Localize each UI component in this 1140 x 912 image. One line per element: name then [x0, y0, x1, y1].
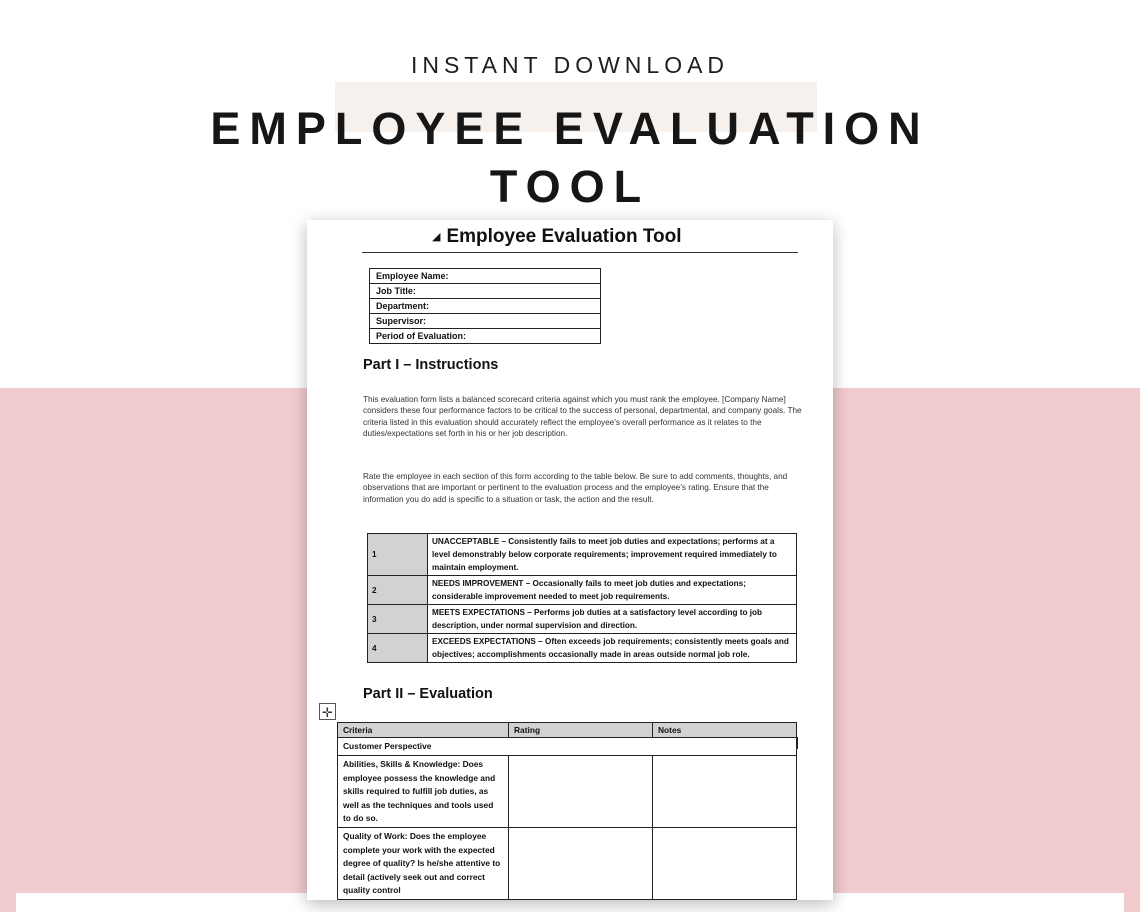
employee-info-table: [369, 268, 601, 344]
evaluation-table: [337, 722, 797, 900]
info-field-label: Job Title:: [370, 284, 601, 299]
criteria-cell: Quality of Work: Does the employee complete your work with the expected degree of quality? Is he/she attentive to detail (actively seek out and correct quality control: [338, 828, 509, 900]
table-row: [370, 269, 601, 284]
criteria-cell: Abilities, Skills & Knowledge: Does employee possess the knowledge and skills required to fulfill job duties, as well as the techniques and tools used to do so.: [338, 756, 509, 828]
notes-cell[interactable]: [653, 828, 797, 900]
rating-description: MEETS EXPECTATIONS – Performs job duties at a satisfactory level according to job description, under normal supervision and direction.: [428, 605, 797, 634]
eyebrow-label: INSTANT DOWNLOAD: [410, 52, 730, 78]
document-preview: [307, 220, 833, 900]
notes-cell[interactable]: [653, 756, 797, 828]
table-header-row: [338, 723, 797, 738]
document-title-text: Employee Evaluation Tool: [446, 226, 682, 247]
rating-description: UNACCEPTABLE – Consistently fails to meet job duties and expectations; performs at a level demonstrably below corporate requirements; improvement required immediately to maintain employment.: [428, 534, 797, 576]
table-row: [370, 314, 601, 329]
rating-description: NEEDS IMPROVEMENT – Occasionally fails to meet job duties and expectations; considerable improvement needed to meet job requirements.: [428, 576, 797, 605]
table-row: [368, 534, 797, 576]
rating-number: 1: [368, 534, 428, 576]
info-field-label: Period of Evaluation:: [370, 329, 601, 344]
text-cursor: [797, 737, 798, 749]
table-row: [370, 299, 601, 314]
info-field-label: Employee Name:: [370, 269, 601, 284]
instructions-paragraph-1: This evaluation form lists a balanced scorecard criteria against which you must rank the employee. [Company Name] considers these four performance factors to be critical to the success of personal, departmental, and company goals. The criteria listed in this evaluation should accurately reflect the employee’s overall performance as it relates to the duties/expectations set forth in his or her job description.: [363, 395, 802, 438]
table-row: [338, 756, 797, 828]
part1-heading: Part I – Instructions: [363, 357, 499, 373]
table-row: [338, 828, 797, 900]
rating-scale-table: [367, 533, 797, 663]
rating-cell[interactable]: [509, 828, 653, 900]
rating-number: 2: [368, 576, 428, 605]
instructions-paragraph-2: Rate the employee in each section of this form according to the table below. Be sure to add comments, thoughts, and observations that are important or pertinent to the evaluation process and the employee’s rating. Ensure that the information you do add is specific to a situation or task, the action and the result.: [363, 472, 788, 504]
triangle-collapse-icon[interactable]: ◢: [432, 231, 441, 243]
headline: [0, 100, 1140, 216]
column-header-notes: Notes: [653, 723, 797, 738]
table-row: [368, 605, 797, 634]
headline-line-2: TOOL: [489, 161, 651, 212]
move-handle-icon[interactable]: ✛: [319, 703, 336, 720]
table-row: [368, 634, 797, 663]
rating-number: 4: [368, 634, 428, 663]
section-label-customer-perspective: Customer Perspective: [338, 738, 797, 756]
title-underline: [362, 252, 798, 253]
rating-description: EXCEEDS EXPECTATIONS – Often exceeds job requirements; consistently meets goals and objectives; accomplishments occasionally made in areas outside normal job role.: [428, 634, 797, 663]
table-row: [338, 738, 797, 756]
table-row: [370, 329, 601, 344]
info-field-label: Department:: [370, 299, 601, 314]
table-row: [370, 284, 601, 299]
headline-line-1: EMPLOYEE EVALUATION: [210, 103, 930, 154]
info-field-label: Supervisor:: [370, 314, 601, 329]
table-row: [368, 576, 797, 605]
rating-cell[interactable]: [509, 756, 653, 828]
document-title: [432, 226, 682, 248]
part2-heading: Part II – Evaluation: [363, 686, 493, 702]
column-header-criteria: Criteria: [338, 723, 509, 738]
rating-number: 3: [368, 605, 428, 634]
column-header-rating: Rating: [509, 723, 653, 738]
